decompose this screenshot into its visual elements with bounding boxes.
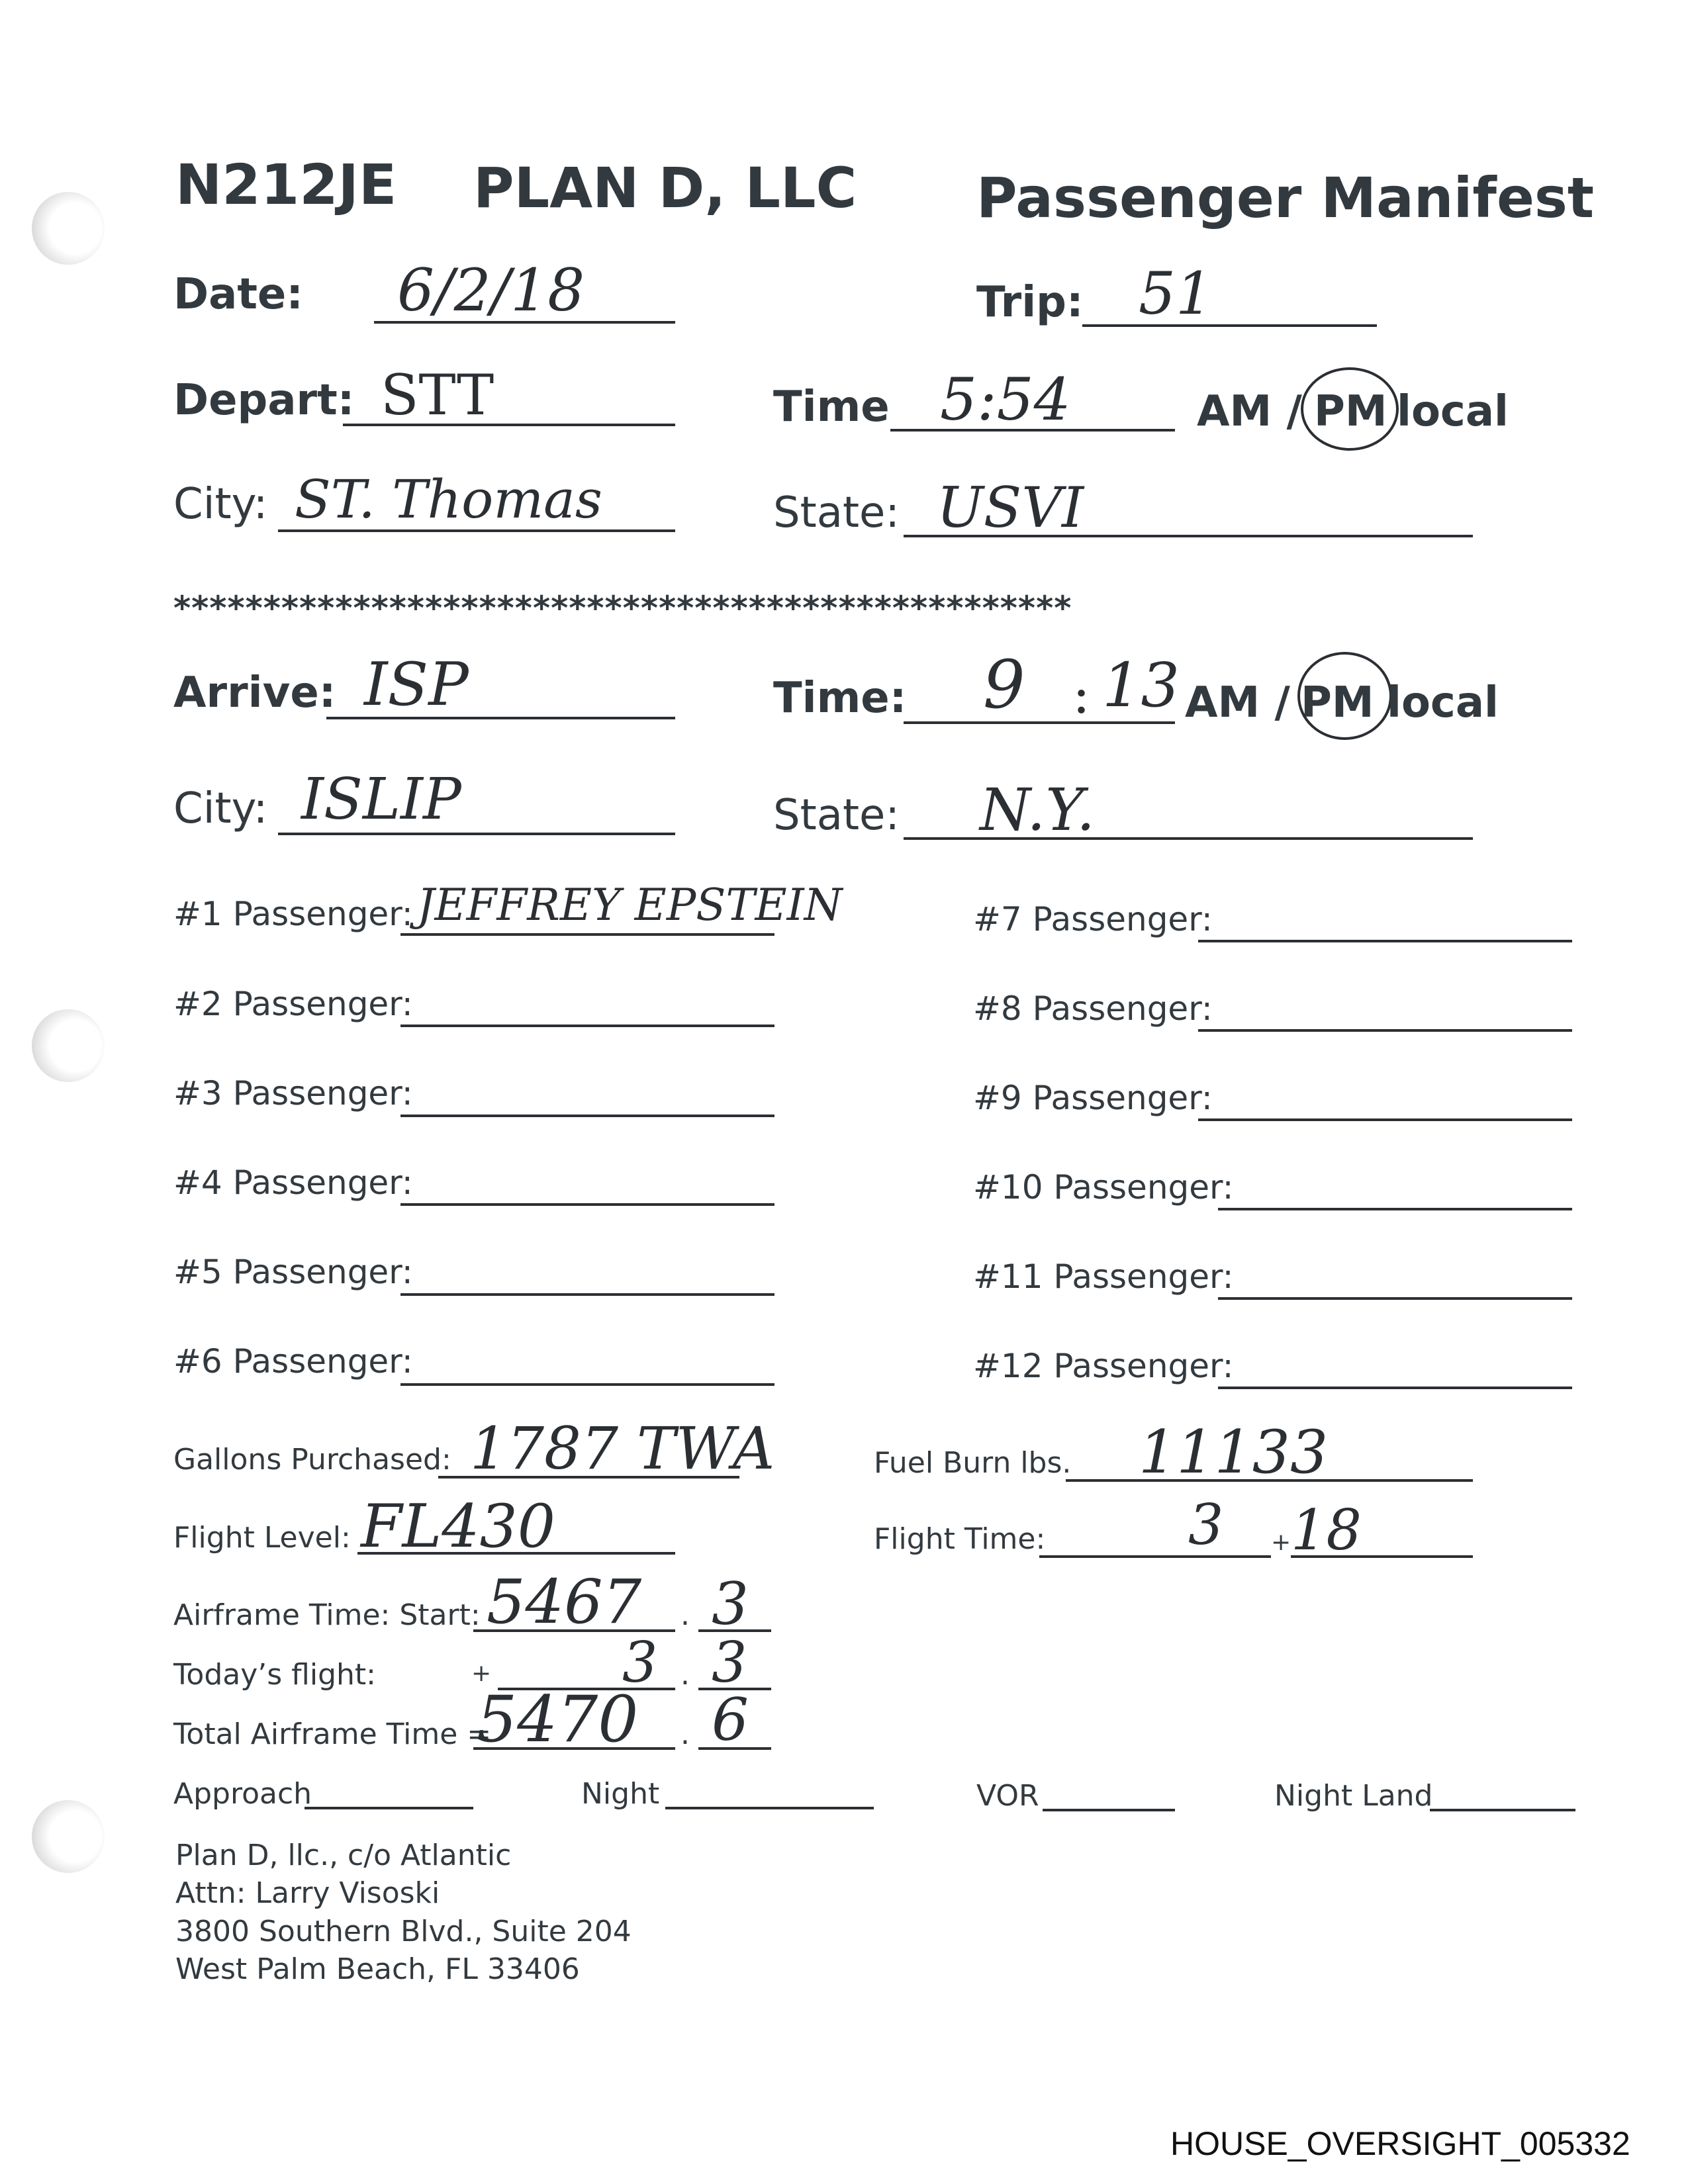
passenger-6-field-line bbox=[400, 1383, 774, 1386]
punch-hole-middle bbox=[32, 1009, 105, 1082]
passenger-5-field-line bbox=[400, 1293, 774, 1296]
passenger-1-label: #1 Passenger: bbox=[173, 895, 413, 933]
vor-label: VOR bbox=[976, 1779, 1039, 1813]
night-land-field-line bbox=[1430, 1809, 1575, 1811]
depart-pm-circle bbox=[1301, 367, 1399, 451]
fuel-burn-value[interactable]: 11133 bbox=[1139, 1418, 1329, 1487]
form-title: Passenger Manifest bbox=[976, 165, 1595, 230]
company-name: PLAN D, LLC bbox=[473, 156, 857, 220]
arrive-pm-circle bbox=[1297, 652, 1392, 740]
flight-time-label: Flight Time: bbox=[874, 1522, 1046, 1556]
depart-time-label: Time bbox=[773, 383, 890, 432]
todays-flight-dot: . bbox=[680, 1658, 690, 1692]
fuel-burn-label: Fuel Burn lbs. bbox=[874, 1446, 1072, 1480]
flight-time-minutes[interactable]: 18 bbox=[1291, 1498, 1362, 1563]
arrive-local-label: local bbox=[1387, 678, 1499, 727]
todays-flight-tenth[interactable]: 3 bbox=[712, 1630, 747, 1695]
total-airframe-dot: . bbox=[680, 1717, 690, 1751]
passenger-8-label: #8 Passenger: bbox=[973, 989, 1213, 1028]
trip-field-line bbox=[1082, 324, 1377, 327]
total-airframe-label: Total Airframe Time = bbox=[173, 1717, 492, 1751]
address-line-2: Attn: Larry Visoski bbox=[175, 1876, 440, 1910]
total-airframe-whole[interactable]: 5470 bbox=[477, 1682, 639, 1756]
todays-flight-whole[interactable]: 3 bbox=[622, 1630, 658, 1695]
trip-value[interactable]: 51 bbox=[1139, 259, 1213, 328]
arrive-time-label: Time: bbox=[773, 674, 907, 723]
passenger-12-label: #12 Passenger: bbox=[973, 1347, 1234, 1385]
passenger-9-field-line bbox=[1198, 1118, 1572, 1121]
tail-number: N212JE bbox=[175, 152, 397, 217]
gallons-purchased-label: Gallons Purchased: bbox=[173, 1443, 451, 1477]
passenger-2-label: #2 Passenger: bbox=[173, 985, 413, 1023]
airframe-start-tenth[interactable]: 3 bbox=[712, 1570, 749, 1638]
passenger-7-label: #7 Passenger: bbox=[973, 900, 1213, 938]
arrive-time-minutes[interactable]: 13 bbox=[1102, 650, 1180, 721]
todays-flight-plus: + bbox=[471, 1660, 492, 1687]
passenger-11-label: #11 Passenger: bbox=[973, 1257, 1234, 1296]
passenger-8-field-line bbox=[1198, 1029, 1572, 1032]
punch-hole-top bbox=[32, 192, 105, 265]
depart-am-label: AM / bbox=[1197, 387, 1302, 436]
address-line-1: Plan D, llc., c/o Atlantic bbox=[175, 1839, 512, 1872]
gallons-purchased-value[interactable]: 1787 TWA bbox=[470, 1414, 775, 1482]
arrive-state-label: State: bbox=[773, 791, 900, 840]
bates-number: HOUSE_OVERSIGHT_005332 bbox=[1170, 2125, 1630, 2162]
approach-field-line bbox=[305, 1807, 473, 1809]
airframe-start-dot: . bbox=[680, 1598, 690, 1632]
passenger-4-label: #4 Passenger: bbox=[173, 1163, 413, 1202]
depart-label: Depart: bbox=[173, 376, 355, 425]
arrive-time-colon: : bbox=[1072, 664, 1090, 725]
arrive-city-value[interactable]: ISLIP bbox=[301, 766, 461, 833]
depart-state-label: State: bbox=[773, 488, 900, 537]
passenger-5-label: #5 Passenger: bbox=[173, 1253, 413, 1291]
passenger-1-value[interactable]: JEFFREY EPSTEIN bbox=[417, 880, 843, 931]
flight-time-hours[interactable]: 3 bbox=[1188, 1492, 1224, 1557]
arrive-state-value[interactable]: N.Y. bbox=[980, 776, 1096, 844]
depart-value[interactable]: STT bbox=[381, 363, 494, 428]
depart-pm-label: PM bbox=[1314, 387, 1387, 436]
depart-city-label: City: bbox=[173, 480, 268, 529]
passenger-3-label: #3 Passenger: bbox=[173, 1074, 413, 1113]
passenger-6-label: #6 Passenger: bbox=[173, 1342, 413, 1381]
arrive-time-field-line bbox=[904, 721, 1175, 724]
night-field-line bbox=[665, 1807, 874, 1809]
vor-field-line bbox=[1043, 1809, 1175, 1811]
arrive-time-hour[interactable]: 9 bbox=[983, 646, 1025, 723]
todays-flight-label: Today’s flight: bbox=[173, 1658, 376, 1692]
arrive-city-field-line bbox=[278, 833, 675, 835]
passenger-2-field-line bbox=[400, 1024, 774, 1027]
depart-city-value[interactable]: ST. Thomas bbox=[295, 469, 602, 530]
passenger-9-label: #9 Passenger: bbox=[973, 1079, 1213, 1117]
depart-time-value[interactable]: 5:54 bbox=[940, 365, 1071, 433]
airframe-start-whole[interactable]: 5467 bbox=[487, 1567, 642, 1637]
address-line-4: West Palm Beach, FL 33406 bbox=[175, 1952, 580, 1986]
arrive-city-label: City: bbox=[173, 784, 268, 833]
section-separator: ************************************************** bbox=[173, 589, 1072, 627]
passenger-10-label: #10 Passenger: bbox=[973, 1168, 1234, 1206]
passenger-3-field-line bbox=[400, 1115, 774, 1117]
address-line-3: 3800 Southern Blvd., Suite 204 bbox=[175, 1915, 632, 1948]
passenger-4-field-line bbox=[400, 1203, 774, 1206]
depart-local-label: local bbox=[1397, 387, 1509, 436]
approach-label: Approach bbox=[173, 1777, 312, 1811]
arrive-label: Arrive: bbox=[173, 668, 336, 717]
flight-level-label: Flight Level: bbox=[173, 1521, 351, 1555]
flight-level-value[interactable]: FL430 bbox=[361, 1492, 555, 1561]
arrive-value[interactable]: ISP bbox=[364, 650, 469, 719]
depart-state-value[interactable]: USVI bbox=[937, 475, 1084, 540]
passenger-1-field-line bbox=[400, 933, 774, 936]
date-value[interactable]: 6/2/18 bbox=[397, 256, 585, 324]
passenger-10-field-line bbox=[1218, 1208, 1572, 1210]
date-label: Date: bbox=[173, 270, 303, 319]
flight-time-plus: + bbox=[1271, 1529, 1291, 1556]
arrive-am-label: AM / bbox=[1185, 678, 1290, 727]
passenger-11-field-line bbox=[1218, 1297, 1572, 1300]
punch-hole-bottom bbox=[32, 1800, 105, 1873]
night-land-label: Night Land bbox=[1274, 1779, 1433, 1813]
trip-label: Trip: bbox=[976, 278, 1084, 327]
total-airframe-tenth[interactable]: 6 bbox=[712, 1686, 749, 1754]
passenger-7-field-line bbox=[1198, 940, 1572, 942]
airframe-start-label: Airframe Time: Start: bbox=[173, 1598, 481, 1632]
flight-time-hours-line bbox=[1039, 1555, 1271, 1558]
arrive-pm-label: PM bbox=[1301, 678, 1374, 727]
passenger-12-field-line bbox=[1218, 1387, 1572, 1389]
night-label: Night bbox=[581, 1777, 660, 1811]
